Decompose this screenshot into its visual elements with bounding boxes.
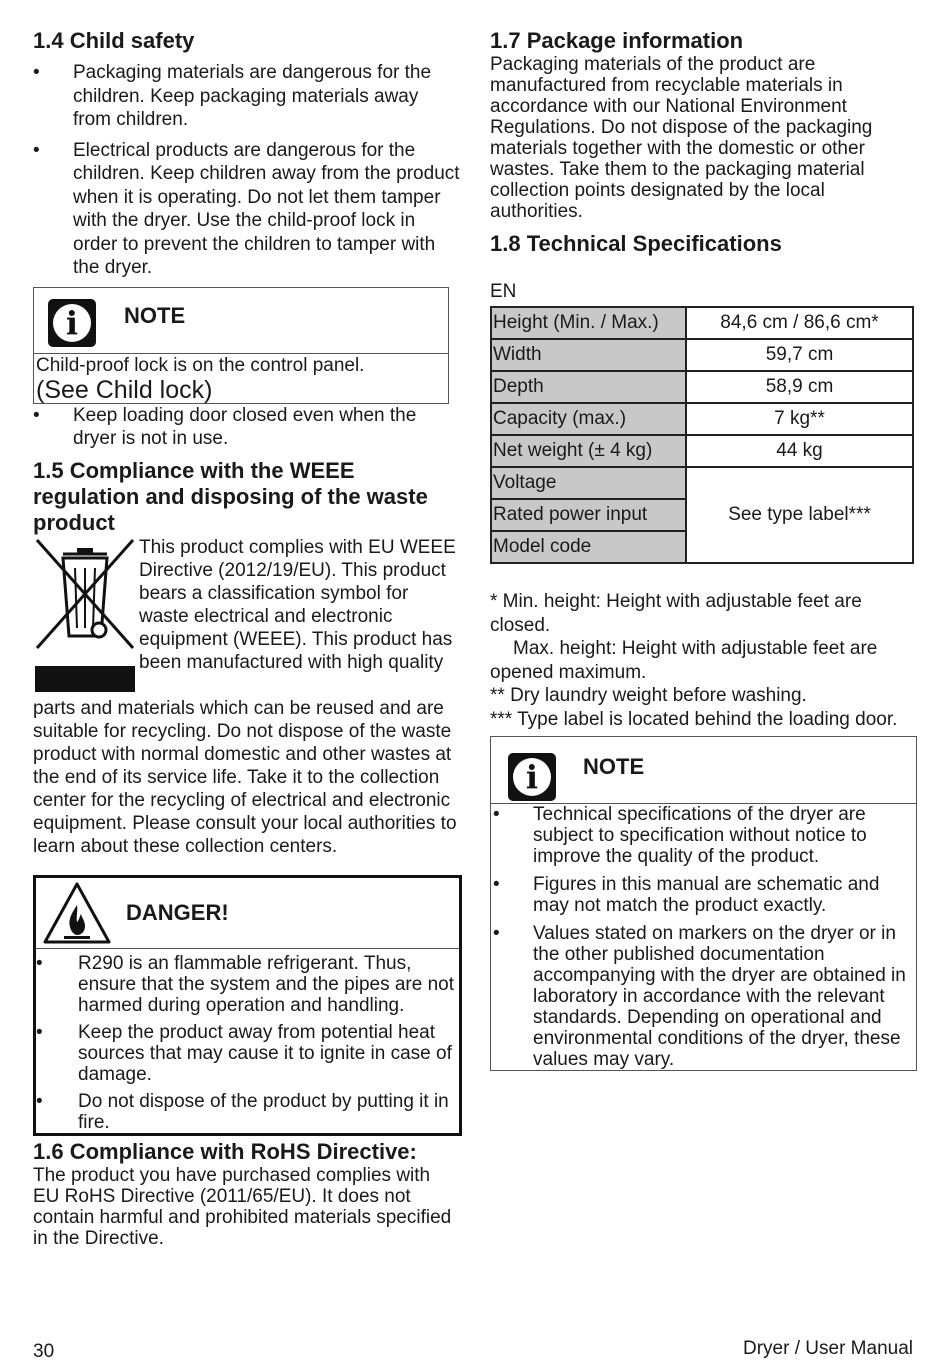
spec-note-box bbox=[490, 736, 917, 1071]
spec-row bbox=[491, 435, 913, 467]
flammable-warning-icon bbox=[42, 881, 112, 945]
left-column bbox=[33, 28, 461, 1249]
spec-row bbox=[491, 371, 913, 403]
note-title: NOTE bbox=[124, 303, 186, 328]
spec-note-header bbox=[491, 737, 916, 804]
weee-heading: 1.5 Compliance with the WEEE regulation and disposing of the waste product bbox=[33, 457, 428, 535]
loading-door-list bbox=[33, 404, 461, 451]
right-column bbox=[490, 28, 917, 1071]
manual-title: Dryer / User Manual bbox=[743, 1338, 913, 1359]
package-text: Packaging materials of the product are manufactured from recyclable materials in accordance with our National Environment Regulations. Do not dispose of the packaging materials together with the domestic or other wastes. Take them to the packaging material collection points designated by the local authorities. bbox=[490, 54, 873, 222]
child-lock-note-line-2: (See Child lock) bbox=[36, 375, 213, 404]
weee-symbol bbox=[33, 536, 139, 697]
spec-label: Capacity (max.) bbox=[491, 403, 686, 435]
spec-label: Net weight (± 4 kg) bbox=[491, 435, 686, 467]
spec-value: 58,9 cm bbox=[686, 371, 913, 403]
spec-label: Model code bbox=[491, 531, 686, 563]
spec-row bbox=[491, 307, 913, 339]
spec-label: Rated power input bbox=[491, 499, 686, 531]
spec-label: Width bbox=[491, 339, 686, 371]
danger-box bbox=[33, 875, 462, 1136]
info-icon bbox=[48, 299, 96, 347]
danger-header bbox=[36, 878, 459, 949]
info-icon bbox=[508, 753, 556, 801]
spec-footnotes bbox=[490, 590, 917, 731]
child-lock-note-header bbox=[34, 288, 448, 354]
spec-value: 59,7 cm bbox=[686, 339, 913, 371]
spec-merged-value: See type label*** bbox=[686, 467, 913, 563]
child-safety-bullet-1: • Packaging materials are dangerous for the children. Keep packaging materials away from children. bbox=[33, 61, 461, 132]
danger-bullet-2: • Keep the product away from potential heat sources that may cause it to ignite in case of damage. bbox=[36, 1022, 459, 1085]
footnote-dry-weight: ** Dry laundry weight before washing. bbox=[490, 685, 807, 706]
package-heading: 1.7 Package information bbox=[490, 28, 744, 53]
spec-note-list bbox=[491, 804, 916, 1070]
child-safety-heading: 1.4 Child safety bbox=[33, 28, 195, 53]
rohs-heading: 1.6 Compliance with RoHS Directive: bbox=[33, 1138, 417, 1164]
footnote-min-height: * Min. height: Height with adjustable feet are closed. bbox=[490, 591, 862, 636]
spec-note-bullet-3: • Values stated on markers on the dryer or in the other published documentation accompanying with the dryer are obtained in laboratory in accordance with the relevant standards. Depending on operational and environmental conditions of the dryer, these values may vary. bbox=[493, 923, 912, 1070]
spec-value: 44 kg bbox=[686, 435, 913, 467]
danger-bullet-1: • R290 is an flammable refrigerant. Thus, ensure that the system and the pipes are not harmed during operation and handling. bbox=[36, 953, 459, 1016]
danger-bullet-3: • Do not dispose of the product by putting it in fire. bbox=[36, 1091, 459, 1133]
weee-text-rest: parts and materials which can be reused and are suitable for recycling. Do not dispose of the waste product with normal domestic and other wastes at the end of its service life. Take it to the collection center for the recycling of electrical and electronic equipment. Please consult your local authorities to learn about these collection centers. bbox=[33, 697, 457, 857]
tech-spec-heading: 1.8 Technical Specifications bbox=[490, 231, 782, 256]
spec-label: Depth bbox=[491, 371, 686, 403]
crossed-bin-icon bbox=[33, 536, 137, 692]
spec-note-bullet-2: • Figures in this manual are schematic and may not match the product exactly. bbox=[493, 874, 912, 916]
weee-text-top: This product complies with EU WEEE Directive (2012/19/EU). This product bears a classification symbol for waste electrical and electronic equipment (WEEE). This product has been manufactured with high quality bbox=[139, 536, 456, 673]
spec-label: Voltage bbox=[491, 467, 686, 499]
child-safety-list bbox=[33, 61, 461, 280]
footnote-type-label: *** Type label is located behind the loading door. bbox=[490, 708, 898, 730]
spec-row bbox=[491, 403, 913, 435]
spec-value: 84,6 cm / 86,6 cm* bbox=[686, 307, 913, 339]
child-safety-bullet-2: • Electrical products are dangerous for the children. Keep children away from the product when it is operating. Do not let them tamper with the dryer. Use the child-proof lock in order to prevent the children to tamper with the dryer. bbox=[33, 139, 461, 280]
weee-symbol-section bbox=[33, 536, 461, 697]
spec-row bbox=[491, 339, 913, 371]
child-lock-note-line-1: Child-proof lock is on the control panel. bbox=[36, 354, 365, 376]
spec-row bbox=[491, 467, 913, 499]
danger-list bbox=[36, 949, 459, 1133]
rohs-text: The product you have purchased complies with EU RoHS Directive (2011/65/EU). It does not contain harmful and prohibited materials specified in the Directive. bbox=[33, 1164, 452, 1249]
spec-value: 7 kg** bbox=[686, 403, 913, 435]
child-lock-note-box bbox=[33, 287, 449, 404]
spec-label: Height (Min. / Max.) bbox=[491, 307, 686, 339]
spec-table bbox=[490, 306, 914, 564]
note-title: NOTE bbox=[583, 754, 645, 779]
loading-door-bullet: • Keep loading door closed even when the dryer is not in use. bbox=[33, 404, 461, 451]
page-number: 30 bbox=[33, 1341, 55, 1362]
lang-label: EN bbox=[490, 281, 517, 302]
danger-title: DANGER! bbox=[126, 899, 229, 925]
spec-note-bullet-1: • Technical specifications of the dryer are subject to specification without notice to improve the quality of the product. bbox=[493, 804, 912, 867]
footnote-max-height: Max. height: Height with adjustable feet are opened maximum. bbox=[490, 638, 878, 683]
child-lock-note-body bbox=[34, 354, 448, 403]
